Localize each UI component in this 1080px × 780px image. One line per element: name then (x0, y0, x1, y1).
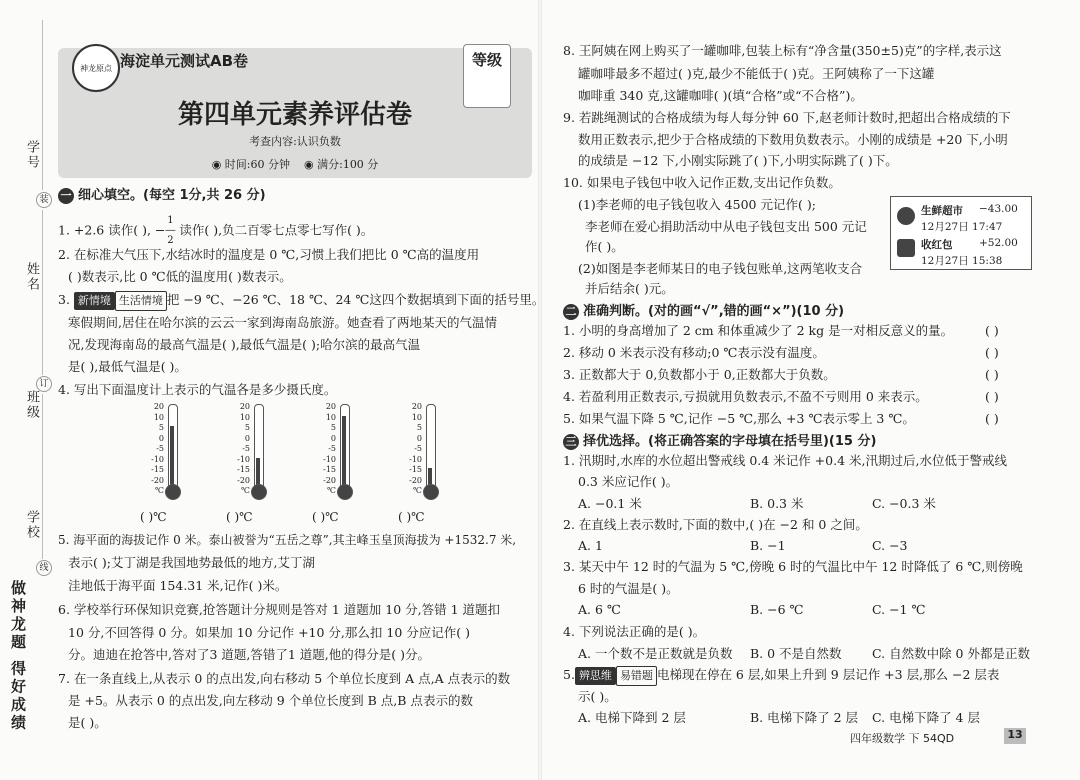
time-limit: 时间:60 分钟 (224, 158, 290, 171)
question-9-line-3: 的成绩是 −12 下,小刚实际跳了( )下,小明实际跳了( )下。 (578, 153, 898, 168)
student-no-label: 学号 (24, 140, 39, 170)
question-9-line-2: 数用正数表示,把少于合格成绩的下数用负数表示。小刚的成绩是 +20 下,小明 (578, 132, 1008, 147)
thermometer-scale: 20 10 5 0 -5 -10 -15 -20 ℃ (151, 402, 164, 495)
question-9-line-1: 9. 若跳绳测试的合格成绩为每人每分钟 60 下,赵老师计数时,把超出合格成绩的下 (563, 110, 1011, 125)
class-label: 班级 (24, 390, 39, 420)
bill-merchant: 收红包 (921, 239, 953, 251)
judge-4: 4. 若盈利用正数表示,亏损就用负数表示,不盈不亏则用 0 来表示。 (563, 389, 928, 404)
judge-answer-1: ( ) (985, 323, 999, 338)
q-number: 3. (58, 292, 74, 307)
section-number: 三 (563, 434, 579, 450)
bill-amount: +52.00 (979, 237, 1018, 249)
section-3-heading (563, 430, 876, 450)
thermometer-bulb (251, 484, 267, 500)
brand-logo: 神龙原点 (72, 44, 120, 92)
fraction-numerator: 1 (167, 215, 174, 226)
section-number: 一 (58, 188, 74, 204)
choice-5-option-a: A. 电梯下降到 2 层 (578, 710, 686, 725)
star-icon: ◉ (304, 158, 314, 171)
thermometer-scale: 20 10 5 0 -5 -10 -15 -20 ℃ (323, 402, 336, 495)
wallet-bill (890, 196, 1032, 270)
thermometer-answer-2: ( )℃ (226, 510, 253, 524)
bill-amount: −43.00 (979, 203, 1018, 215)
margin-line (42, 394, 43, 559)
choice-3-option-a: A. 6 ℃ (578, 602, 621, 617)
question-text: 读作( ),负二百零七点零七写作( )。 (179, 222, 374, 238)
page-number: 13 (1004, 728, 1026, 744)
full-score: 满分:100 分 (317, 158, 379, 171)
question-text: 把 −9 ℃、−26 ℃、18 ℃、24 ℃这四个数据填到下面的括号里。 (166, 292, 545, 307)
brand-name: 海淀单元测试AB卷 (120, 52, 249, 70)
question-5-line-3: 洼地低于海平面 154.31 米,记作( )米。 (68, 578, 288, 593)
choice-4: 4. 下列说法正确的是( )。 (563, 624, 706, 639)
question-6-line-2: 10 分,不回答得 0 分。如果加 10 分记作 +10 分,那么扣 10 分应记作( ) (68, 625, 470, 640)
question-3-line-4: 是( ),最低气温是( )。 (68, 359, 187, 374)
question-2-line-2: ( )数表示,比 0 ℃低的温度用( )数表示。 (68, 269, 292, 284)
seal-mark: 订 (36, 376, 52, 392)
seal-mark: 线 (36, 560, 52, 576)
question-8-line-1: 8. 王阿姨在网上购买了一罐咖啡,包装上标有“净含量(350±5)克”的字样,表示这 (563, 43, 1002, 58)
choice-2-option-a: A. 1 (578, 538, 603, 553)
exam-meta (58, 156, 532, 172)
red-packet-icon (897, 239, 915, 257)
judge-answer-2: ( ) (985, 345, 999, 360)
choice-5-option-b: B. 电梯下降了 2 层 (750, 710, 859, 725)
choice-5-line-2: 示( )。 (578, 689, 617, 704)
choice-3-option-b: B. −6 ℃ (750, 602, 804, 617)
thinking-tag: 辨思维 (575, 667, 616, 685)
choice-1-line-1: 1. 汛期时,水库的水位超出警戒线 0.4 米记作 +0.4 米,汛期过后,水位低于警戒线 (563, 453, 1007, 468)
fraction: 1 ― 2 (165, 215, 176, 246)
thermometer-bulb (423, 484, 439, 500)
thermometer-3 (312, 402, 362, 502)
section-title: 细心填空。(每空 1分,共 26 分) (78, 188, 266, 203)
question-text: 1. +2.6 读作( ), (58, 222, 151, 238)
section-number: 二 (563, 304, 579, 320)
judge-2: 2. 移动 0 米表示没有移动;0 ℃表示没有温度。 (563, 345, 825, 360)
margin-line (42, 20, 43, 190)
thermometer-scale: 20 10 5 0 -5 -10 -15 -20 ℃ (409, 402, 422, 495)
thermometer-bulb (337, 484, 353, 500)
question-6-line-1: 6. 学校举行环保知识竞赛,抢答题计分规则是答对 1 道题加 10 分,答错 1 道题扣 (58, 602, 500, 617)
choice-4-option-b: B. 0 不是自然数 (750, 646, 842, 661)
question-10-part1-answer: 作( )。 (585, 239, 624, 254)
question-10-part1: (1)李老师的电子钱包收入 4500 元记作( ); (578, 197, 816, 212)
bill-time: 12月27日 17:47 (921, 221, 1003, 233)
question-3-line-3: 况,发现海南岛的最高气温是( ),最低气温是( );哈尔滨的最高气温 (68, 337, 421, 352)
question-10-part2: (2)如图是李老师某日的电子钱包账单,这两笔收支合 (578, 261, 863, 276)
subtitle: 考查内容:认识负数 (249, 135, 341, 148)
choice-1-option-b: B. 0.3 米 (750, 496, 804, 511)
margin-line (42, 210, 43, 375)
mercury-column (170, 426, 174, 488)
question-text: 电梯现在停在 6 层,如果上升到 9 层记作 +3 层,那么 −2 层表 (656, 667, 1000, 682)
choice-2-option-c: C. −3 (872, 538, 908, 553)
question-8-line-2: 罐咖啡最多不超过( )克,最少不能低于( )克。王阿姨称了一下这罐 (578, 66, 935, 81)
judge-answer-5: ( ) (985, 411, 999, 426)
thermometer-1 (140, 402, 190, 502)
question-7-line-2: 是 +5。从表示 0 的点出发,向左移动 9 个单位长度到 B 点,B 点表示的数 (68, 693, 473, 708)
question-5-line-1: 5. 海平面的海拔记作 0 米。泰山被誉为“五岳之尊”,其主峰玉皇顶海拔为 +1532.7 米, (58, 533, 517, 547)
choice-1-option-a: A. −0.1 米 (578, 496, 642, 511)
shop-icon (897, 207, 915, 225)
name-label: 姓名 (24, 262, 39, 292)
thermometer-bulb (165, 484, 181, 500)
question-8-line-3: 咖啡重 340 克,这罐咖啡( )(填“合格”或“不合格”)。 (578, 88, 863, 103)
judge-answer-4: ( ) (985, 389, 999, 404)
bill-time: 12月27日 15:38 (921, 255, 1003, 267)
choice-4-option-c: C. 自然数中除 0 外都是正数 (872, 646, 1030, 661)
life-context-tag: 生活情境 (115, 291, 167, 311)
judge-3: 3. 正数都大于 0,负数都小于 0,正数都大于负数。 (563, 367, 836, 382)
book-spine (538, 0, 542, 780)
judge-answer-3: ( ) (985, 367, 999, 382)
thermometer-answer-4: ( )℃ (398, 510, 425, 524)
choice-5-line-1 (563, 666, 999, 686)
question-6-line-3: 分。迪迪在抢答中,答对了3 道题,答错了1 道题,他的得分是( )分。 (68, 647, 431, 662)
choice-3-option-c: C. −1 ℃ (872, 602, 926, 617)
binding-margin (0, 0, 50, 780)
choice-3-line-1: 3. 某天中午 12 时的气温为 5 ℃,傍晚 6 时的气温比中午 12 时降低了 6 ℃,则傍晚 (563, 559, 1023, 574)
section-title: 择优选择。(将正确答案的字母填在括号里)(15 分) (583, 434, 877, 449)
q-number: 5. (563, 667, 575, 682)
question-5-line-2: 表示( );艾丁湖是我国地势最低的地方,艾丁湖 (68, 555, 315, 570)
question-7-line-3: 是( )。 (68, 715, 107, 730)
question-4: 4. 写出下面温度计上表示的气温各是多少摄氏度。 (58, 382, 337, 397)
thermometer-4 (398, 402, 448, 502)
judge-1: 1. 小明的身高增加了 2 cm 和体重减少了 2 kg 是一对相反意义的量。 (563, 323, 954, 338)
choice-2-option-b: B. −1 (750, 538, 786, 553)
question-1: 1. +2.6 读作( ), −1 ― 2 读作( ),负二百零七点零七写作( )。 (58, 215, 374, 246)
seal-mark: 装 (36, 192, 52, 208)
question-3-line-2: 寒假期间,居住在哈尔滨的云云一家到海南岛旅游。她查看了两地某天的气温情 (68, 315, 497, 330)
choice-5-option-c: C. 电梯下降了 4 层 (872, 710, 980, 725)
clock-icon: ◉ (211, 158, 222, 171)
choice-3-line-2: 6 时的气温是( )。 (578, 581, 679, 596)
thermometer-answer-1: ( )℃ (140, 510, 167, 524)
question-10-part2-answer: 并后结余( )元。 (585, 281, 674, 296)
question-3-line-1 (58, 291, 544, 311)
new-context-tag: 新情境 (74, 292, 115, 310)
question-10-intro: 10. 如果电子钱包中收入记作正数,支出记作负数。 (563, 175, 841, 190)
school-label: 学校 (24, 510, 39, 540)
choice-2: 2. 在直线上表示数时,下面的数中,( )在 −2 和 0 之间。 (563, 517, 868, 532)
question-7-line-1: 7. 在一条直线上,从表示 0 的点出发,向右移动 5 个单位长度到 A 点,A 点表示的数 (58, 671, 511, 686)
grade-label: 等级 (471, 51, 502, 69)
choice-4-option-a: A. 一个数不是正数就是负数 (578, 646, 733, 661)
judge-5: 5. 如果气温下降 5 ℃,记作 −5 ℃,那么 +3 ℃表示零上 3 ℃。 (563, 411, 915, 426)
error-prone-tag: 易错题 (616, 666, 657, 686)
question-10-part1-cont: 李老师在爱心捐助活动中从电子钱包支出 500 元记 (585, 219, 867, 234)
thermometer-scale: 20 10 5 0 -5 -10 -15 -20 ℃ (237, 402, 250, 495)
choice-1-option-c: C. −0.3 米 (872, 496, 936, 511)
fraction-denominator: 2 (167, 235, 174, 246)
choice-1-line-2: 0.3 米应记作( )。 (578, 474, 679, 489)
footer-label: 四年级数学 下 54QD (850, 732, 955, 745)
thermometer-2 (226, 402, 276, 502)
bill-merchant: 生鲜超市 (921, 205, 963, 217)
page-title: 第四单元素养评估卷 (177, 100, 412, 130)
section-title: 准确判断。(对的画“√”,错的画“×”)(10 分) (583, 304, 845, 319)
section-2-heading (563, 300, 844, 320)
motto: 做神龙题 得好成绩 (9, 580, 27, 733)
question-2-line-1: 2. 在标准大气压下,水结冰时的温度是 0 ℃,习惯上我们把比 0 ℃高的温度用 (58, 247, 480, 262)
thermometer-answer-3: ( )℃ (312, 510, 339, 524)
mercury-column (342, 416, 346, 488)
section-1-heading (58, 184, 266, 204)
